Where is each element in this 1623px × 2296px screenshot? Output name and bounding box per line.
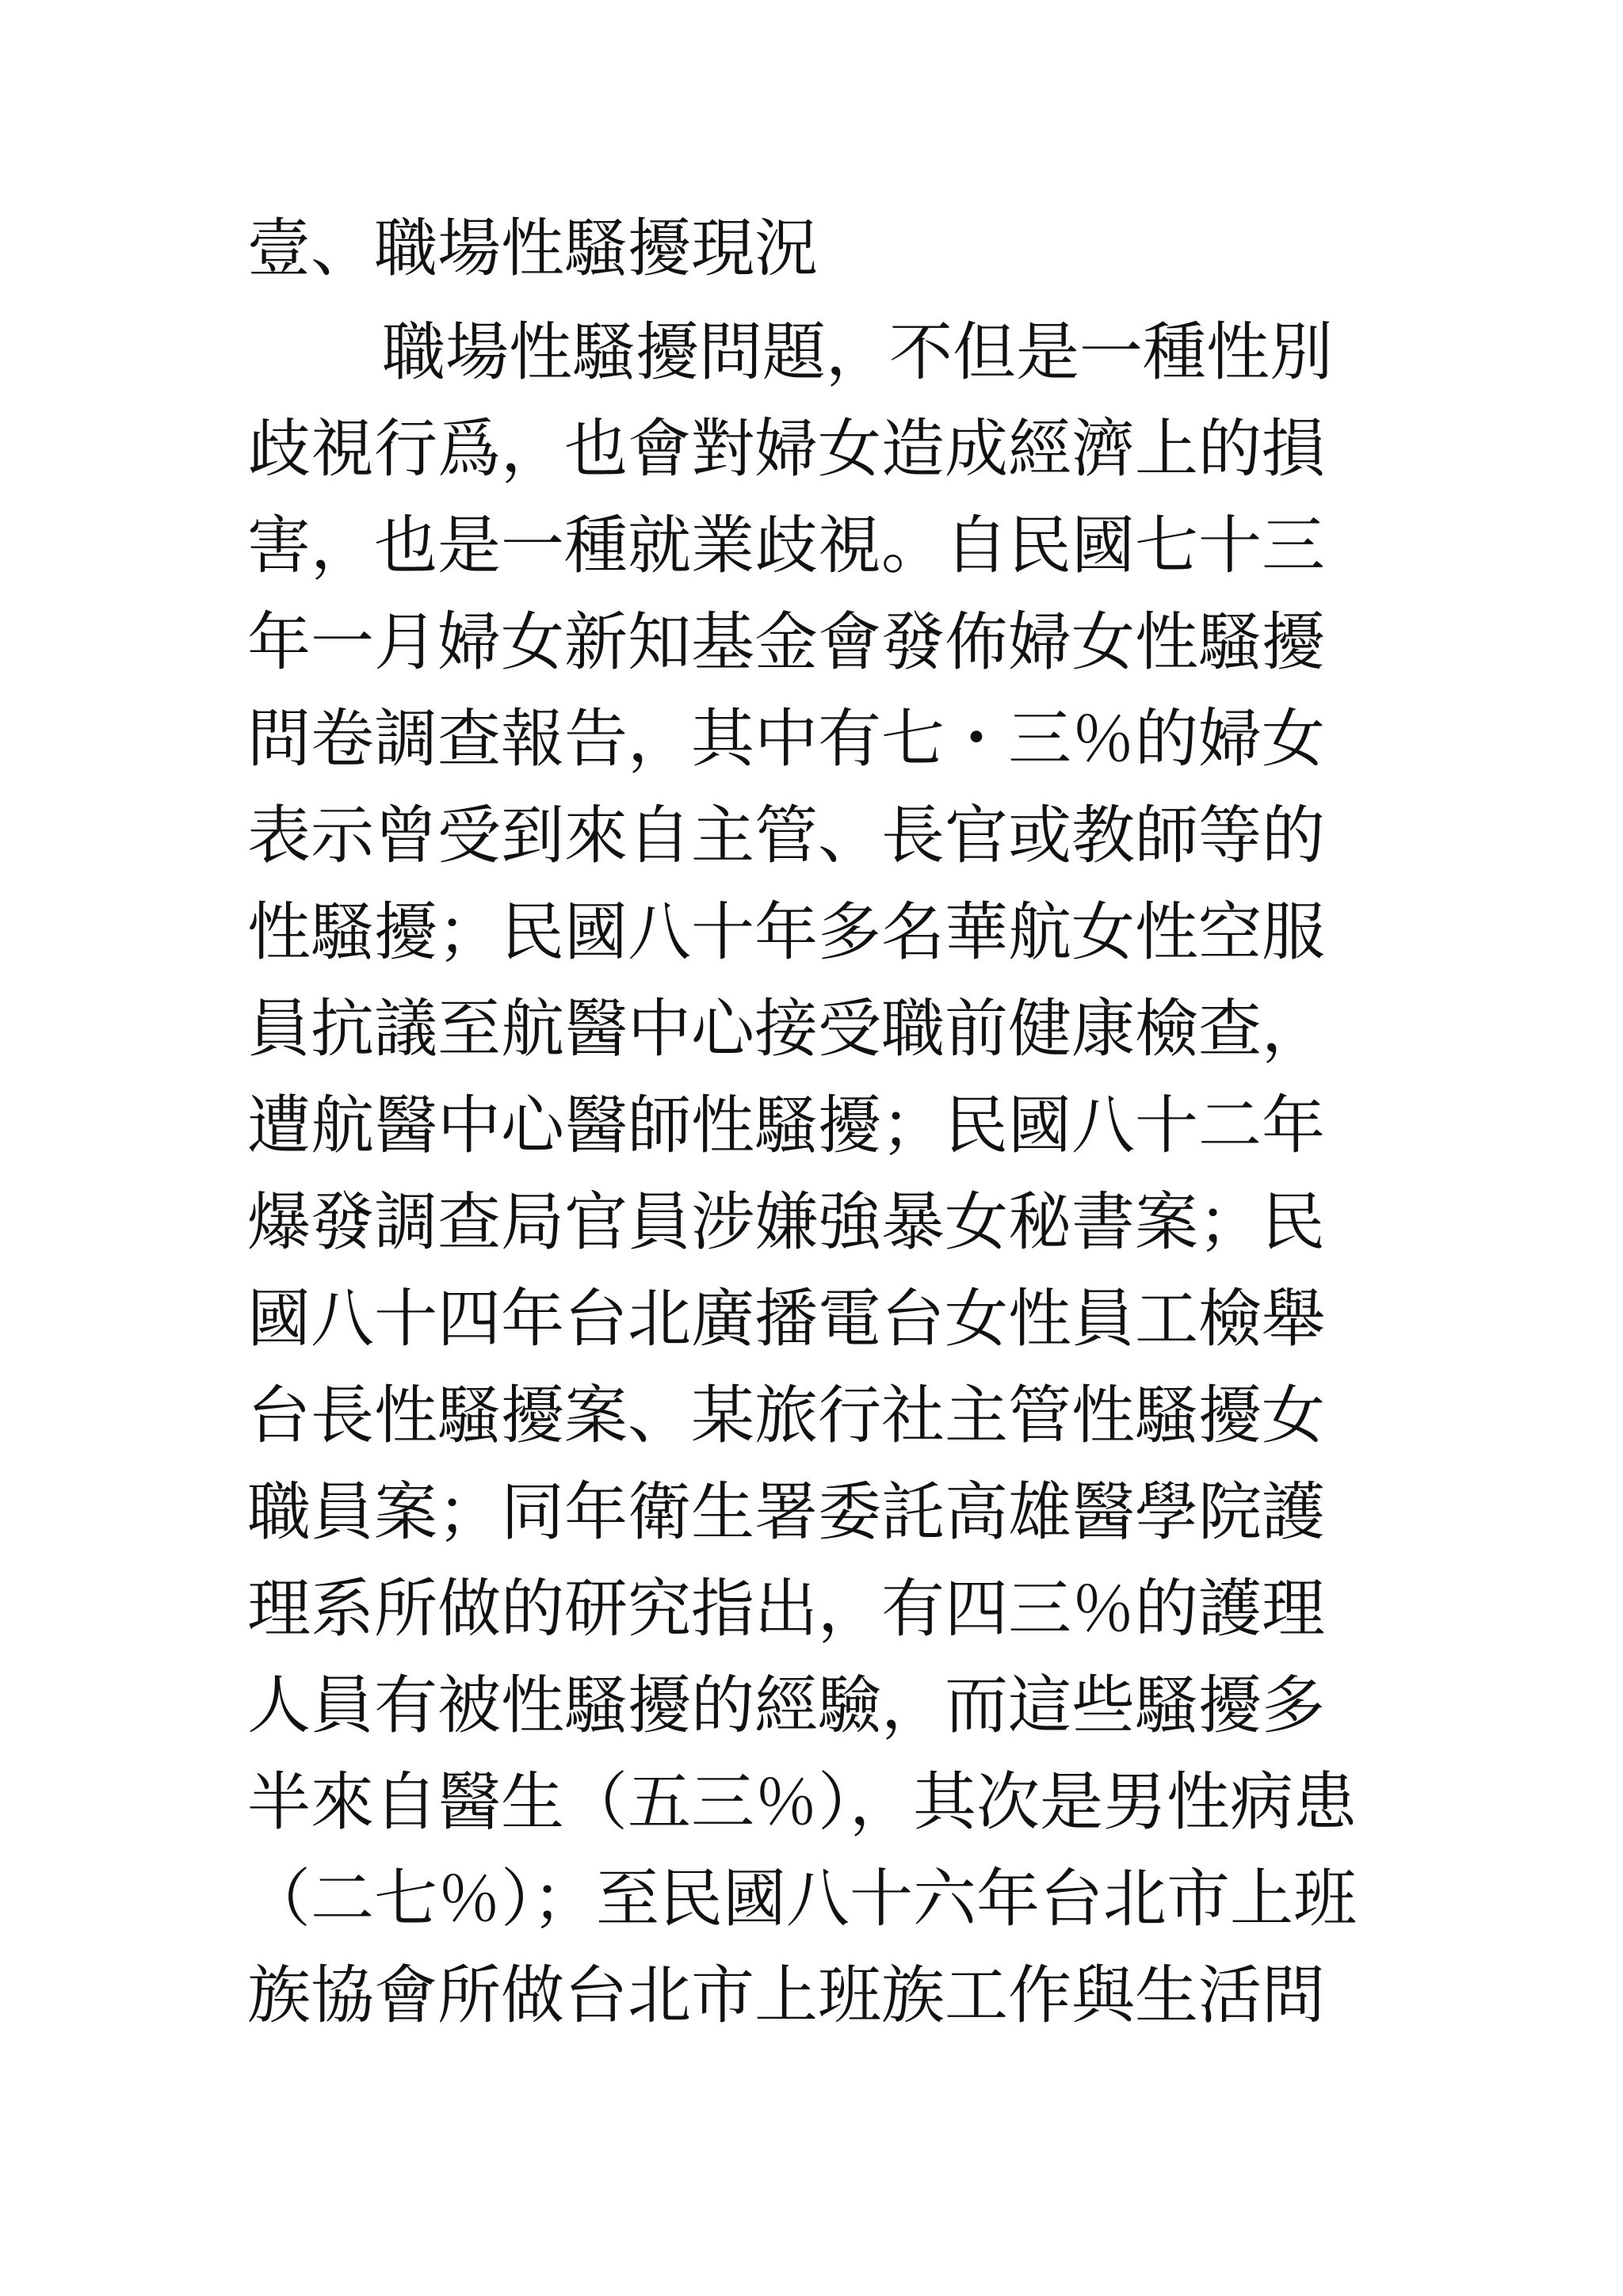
text-line: 遭航醫中心醫師性騷擾；民國八十二年 [247,1089,1325,1162]
text-line: 歧視行爲，也會對婦女造成經濟上的損 [247,412,1325,486]
text-line: 族協會所做台北市上班族工作與生活問 [247,1958,1325,2032]
text-line: 職員案；同年衛生署委託高雄醫學院護 [247,1475,1325,1549]
text-line: 表示曾受到來自主管、長官或教師等的 [247,799,1325,872]
text-line: 害，也是一種就業歧視。自民國七十三 [247,509,1325,582]
text-line: 問卷調查報告，其中有七・三％的婦女 [247,702,1325,776]
text-line: 爆發調查局官員涉嫌強暴女秘書案；民 [247,1185,1325,1259]
text-line: 台長性騷擾案、某旅行社主管性騷擾女 [247,1379,1325,1452]
text-line: 人員有被性騷擾的經驗，而這些騷擾多 [247,1669,1325,1742]
text-line: 性騷擾；民國八十年多名華航女性空服 [247,895,1325,969]
text-line: 國八十四年台北廣播電台女性員工檢舉 [247,1282,1325,1356]
text-line: 年一月婦女新知基金會發佈婦女性騷擾 [247,605,1325,679]
text-line: 半來自醫生（五三％），其次是男性病患 [247,1765,1357,1839]
body-paragraph [247,304,1436,2044]
text-line: （二七％）；至民國八十六年台北市上班 [247,1862,1357,1936]
text-line: 職場性騷擾問題，不但是一種性別 [382,315,1333,389]
text-line: 理系所做的研究指出，有四三％的護理 [247,1572,1325,1646]
text-line: 員抗議至航醫中心接受職前健康檢查， [247,992,1325,1066]
section-heading: 壹、職場性騷擾現況 [247,212,818,285]
